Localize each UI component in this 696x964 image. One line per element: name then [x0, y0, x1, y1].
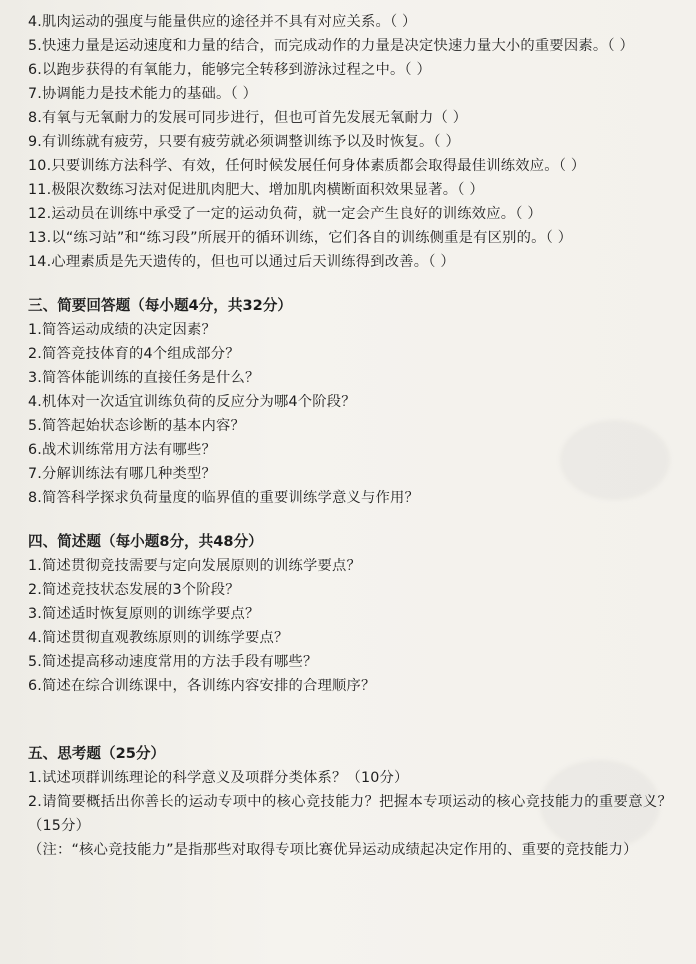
judgment-item: 7.协调能力是技术能力的基础。（ ） — [28, 86, 258, 102]
spacer — [28, 510, 672, 530]
judgment-item: 4.肌肉运动的强度与能量供应的途径并不具有对应关系。（ ） — [28, 14, 417, 30]
exam-content — [28, 10, 672, 862]
question-item: 5.简述提高移动速度常用的方法手段有哪些？ — [28, 654, 318, 670]
judgment-list — [28, 10, 672, 274]
spacer — [28, 274, 672, 294]
question-item: 3.简述适时恢复原则的训练学要点？ — [28, 606, 260, 622]
spacer — [28, 698, 672, 742]
judgment-item: 5.快速力量是运动速度和力量的结合，而完成动作的力量是决定快速力量大小的重要因素。（ ） — [28, 38, 635, 54]
question-item: 1.试述项群训练理论的科学意义及项群分类体系？（10分） — [28, 770, 409, 786]
note-text: （注：“核心竞技能力”是指那些对取得专项比赛优异运动成绩起决定作用的、重要的竞技能力） — [28, 842, 638, 858]
question-item: 4.机体对一次适宜训练负荷的反应分为哪4个阶段？ — [28, 394, 356, 410]
judgment-item: 13.以“练习站”和“练习段”所展开的循环训练，它们各自的训练侧重是有区别的。（ ） — [28, 230, 573, 246]
judgment-item: 11.极限次数练习法对促进肌肉肥大、增加肌肉横断面积效果显著。（ ） — [28, 182, 484, 198]
section-5 — [28, 742, 672, 862]
question-item: 5.简答起始状态诊断的基本内容？ — [28, 418, 245, 434]
question-item: 4.简述贯彻直观教练原则的训练学要点？ — [28, 630, 289, 646]
section-4 — [28, 530, 672, 698]
section-3 — [28, 294, 672, 510]
question-item: 1.简述贯彻竞技需要与定向发展原则的训练学要点？ — [28, 558, 361, 574]
question-item: 7.分解训练法有哪几种类型？ — [28, 466, 217, 482]
question-item: 6.战术训练常用方法有哪些？ — [28, 442, 217, 458]
question-item: 6.简述在综合训练课中，各训练内容安排的合理顺序？ — [28, 678, 376, 694]
question-item: 8.简答科学探求负荷量度的临界值的重要训练学意义与作用？ — [28, 490, 419, 506]
question-item: 1.简答运动成绩的决定因素？ — [28, 322, 217, 338]
judgment-item: 9.有训练就有疲劳，只要有疲劳就必须调整训练予以及时恢复。（ ） — [28, 134, 461, 150]
question-item: 2.请简要概括出你善长的运动专项中的核心竞技能力？把握本专项运动的核心竞技能力的重要意义？（15分） — [28, 794, 672, 834]
judgment-item: 10.只要训练方法科学、有效，任何时候发展任何身体素质都会取得最佳训练效应。（ ） — [28, 158, 586, 174]
judgment-item: 8.有氧与无氧耐力的发展可同步进行，但也可首先发展无氧耐力（ ） — [28, 110, 468, 126]
question-item: 3.简答体能训练的直接任务是什么？ — [28, 370, 260, 386]
section-title: 五、思考题（25分） — [28, 745, 166, 762]
judgment-item: 12.运动员在训练中承受了一定的运动负荷，就一定会产生良好的训练效应。（ ） — [28, 206, 542, 222]
question-item: 2.简述竞技状态发展的3个阶段？ — [28, 582, 240, 598]
judgment-item: 6.以跑步获得的有氧能力，能够完全转移到游泳过程之中。（ ） — [28, 62, 432, 78]
judgment-item: 14.心理素质是先天遗传的，但也可以通过后天训练得到改善。（ ） — [28, 254, 455, 270]
section-title: 四、简述题（每小题8分，共48分） — [28, 533, 263, 550]
question-item: 2.简答竞技体育的4个组成部分？ — [28, 346, 240, 362]
section-title: 三、简要回答题（每小题4分，共32分） — [28, 297, 292, 314]
